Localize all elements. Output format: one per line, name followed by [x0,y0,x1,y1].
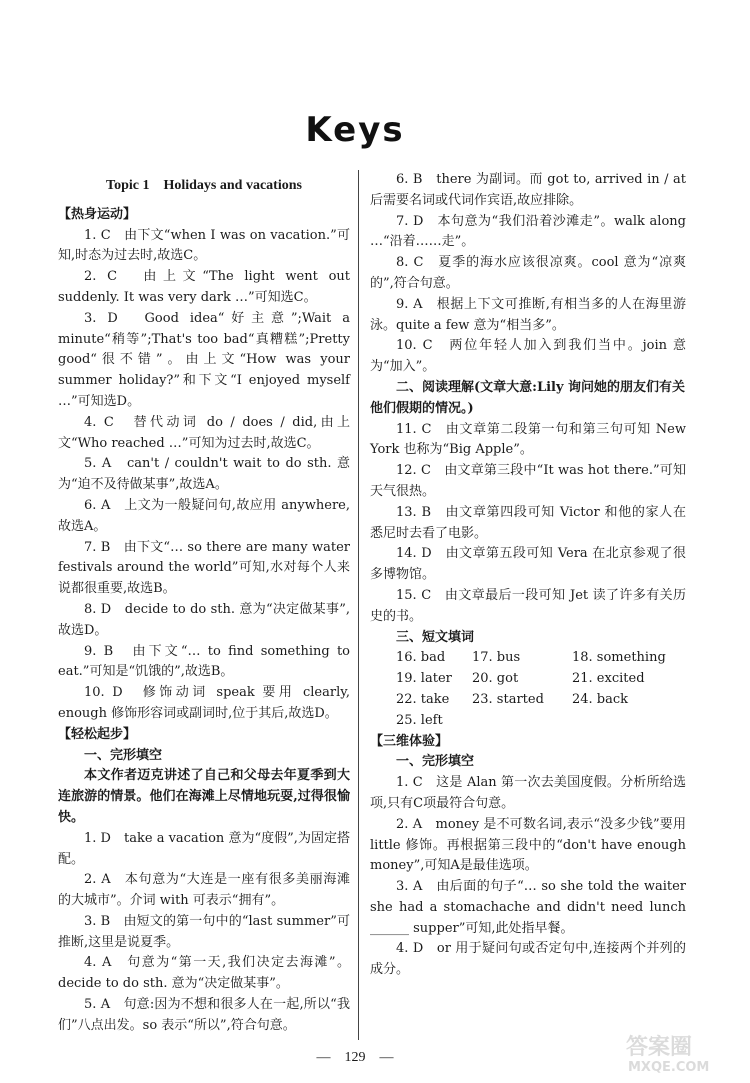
word-answer: 25. left [396,712,443,728]
answer-item: 10. D 修饰动词 speak 要用 clearly, enough 修饰形容词或副词时,位于其后,故选D。 [58,685,350,721]
answer-item: 13. B 由文章第四段可知 Victor 和他的家人在悉尼时去看了电影。 [370,504,686,541]
word-answer: 18. something [572,650,666,666]
answer-item: 15. C 由文章最后一段可知 Jet 读了许多有关历史的书。 [370,587,686,624]
answer-item: 1. C 由下文“when I was on vacation.”可知,时态为过去时,故选C。 [58,227,350,264]
answer-item: 8. D decide to do sth. 意为“决定做某事”,故选D。 [58,601,350,638]
section-start: 【轻松起步】 [58,726,137,742]
svg-text:答案圈: 答案圈 [626,1035,693,1060]
word-answer: 24. back [572,691,629,707]
word-answer: 22. take [396,691,450,707]
answer-item: 2. A money 是不可数名词,表示“没多少钱”要用 little 修饰。再根据第三段中的“don't have enough money”,可知A是最佳选项。 [370,816,686,874]
subsection-reading: 二、阅读理解(文章大意:Lily 询问她的朋友们有关他们假期的情况。) [370,379,686,416]
section-3d: 【三维体验】 [370,733,449,749]
answer-item: 4. A 句意为“第一天,我们决定去海滩”。decide to do sth. 意为“决定做某事”。 [58,955,350,992]
answer-item: 1. D take a vacation 意为“度假”,为固定搭配。 [58,830,350,867]
answer-item: 4. D or 用于疑问句或否定句中,连接两个并列的成分。 [370,941,686,978]
answer-item: 2. C 由上文“The light went out suddenly. It was very dark …”可知选C。 [58,269,350,305]
page-title: Keys [305,110,405,150]
answer-item: 9. A 根据上下文可推断,有相当多的人在海里游泳。quite a few 意为“相当多”。 [370,296,686,333]
answer-item: 3. A 由后面的句子“… so she told the waiter she had a stomachache and didn't need lunch ______ supper”可知,此处指早餐。 [370,879,686,936]
subsection-cloze-2: 一、完形填空 [396,754,475,770]
answer-item: 11. C 由文章第二段第一句和第三句可知 New York 也称为“Big Apple”。 [370,421,686,458]
answer-item: 14. D 由文章第五段可知 Vera 在北京参观了很多博物馆。 [370,546,686,583]
answer-item: 5. A can't / couldn't wait to do sth. 意为“迫不及待做某事”,故选A。 [58,456,350,493]
page-number: — 129 — [316,1050,394,1065]
word-answer: 23. started [472,691,544,707]
left-column [58,170,350,1037]
answer-item: 7. D 本句意为“我们沿着沙滩走”。walk along …“沿着……走”。 [370,213,686,250]
word-answer: 17. bus [472,650,521,666]
answer-item: 4. C 替代动词 do / does / did,由上文“Who reached …”可知为过去时,故选C。 [58,414,350,451]
word-answer: 21. excited [572,671,645,687]
right-column [370,170,686,981]
section-warmup: 【热身运动】 [58,206,137,222]
answer-item: 8. C 夏季的海水应该很凉爽。cool 意为“凉爽的”,符合句意。 [370,255,686,291]
topic-heading: Topic 1 Holidays and vacations [106,178,302,193]
word-answer: 19. later [396,671,452,687]
answer-item: 1. C 这是 Alan 第一次去美国度假。分析所给选项,只有C项最符合句意。 [370,775,686,811]
word-answer-grid [396,648,686,731]
answer-item: 5. A 句意:因为不想和很多人在一起,所以“我们”八点出发。so 表示“所以”,符合句意。 [58,997,350,1033]
subsection-fill-in: 三、短文填词 [396,629,475,645]
answer-item: 3. D Good idea“好主意”;Wait a minute“稍等”;That's too bad“真糟糕”;Pretty good“很不错”。由上文“How was your summer holiday?”和下文“I enjoyed myself …”可知选D。 [58,310,350,409]
watermark-logo [622,1030,740,1074]
answer-item: 6. A 上文为一般疑问句,故应用 anywhere,故选A。 [58,497,350,534]
answer-item: 3. B 由短文的第一句中的“last summer”可推断,这里是说夏季。 [58,913,350,950]
answer-item: 12. C 由文章第三段中“It was hot there.”可知天气很热。 [370,463,686,499]
passage-summary: 本文作者迈克讲述了自己和父母去年夏季到大连旅游的情景。他们在海滩上尽情地玩耍,过得很愉快。 [58,768,350,825]
answer-item: 2. A 本句意为“大连是一座有很多美丽海滩的大城市”。介词 with 可表示“拥有”。 [58,872,350,909]
column-divider [358,170,359,1040]
answer-item: 6. B there 为副词。而 got to, arrived in / at 后需要名词或代词作宾语,故应排除。 [370,172,686,208]
word-answer: 20. got [472,671,519,687]
subsection-cloze: 一、完形填空 [84,747,163,763]
answer-item: 9. B 由下文“… to find something to eat.”可知是“饥饿的”,故选B。 [58,643,350,680]
answer-item: 7. B 由下文“… so there are many water festivals around the world”可知,水对每个人来说都很重要,故选B。 [58,539,350,597]
answer-item: 10. C 两位年轻人加入到我们当中。join 意为“加入”。 [370,338,686,375]
svg-text:MXQE.COM: MXQE.COM [628,1060,710,1074]
word-answer: 16. bad [396,650,446,666]
